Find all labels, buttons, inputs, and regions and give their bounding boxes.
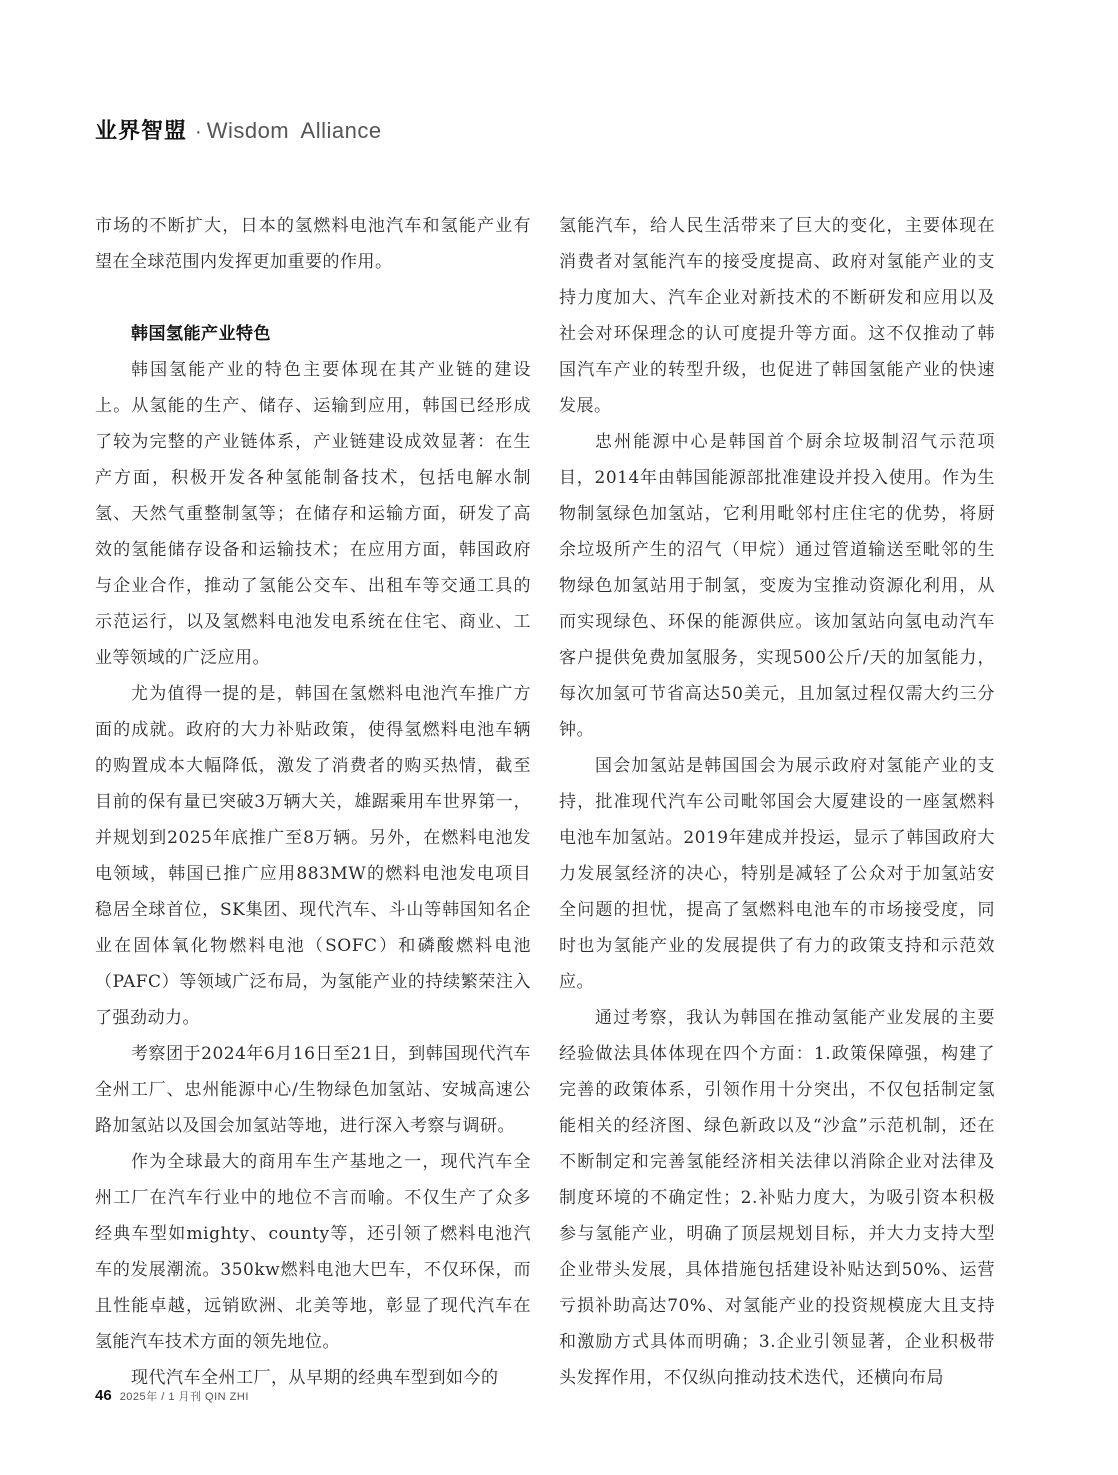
paragraph: 氢能汽车，给人民生活带来了巨大的变化，主要体现在消费者对氢能汽车的接受度提高、政府对氢能产业的支持力度加大、汽车企业对新技术的不断研发和应用以及社会对环保理念的认可度提升等方面。这不仅推动了韩国汽车产业的转型升级，也促进了韩国氢能产业的快速发展。 <box>559 216 995 416</box>
issue-info: 2025年 / 1 月刊 QIN ZHI <box>119 1391 249 1403</box>
section-title-cn: 业界智盟 <box>95 119 188 144</box>
paragraph: 市场的不断扩大，日本的氢燃料电池汽车和氢能产业有望在全球范围内发挥更加重要的作用。 <box>95 216 531 272</box>
paragraph: 韩国氢能产业的特色主要体现在其产业链的建设上。从氢能的生产、储存、运输到应用，韩国已经形成了较为完整的产业链体系，产业链建设成效显著：在生产方面，积极开发各种氢能制备技术，包括电解水制氢、天然气重整制氢等；在储存和运输方面，研发了高效的氢能储存设备和运输技术；在应用方面，韩国政府与企业合作，推动了氢能公交车、出租车等交通工具的示范运行，以及氢燃料电池发电系统在住宅、商业、工业等领域的广泛应用。 <box>95 360 531 668</box>
paragraph: 考察团于2024年6月16日至21日，到韩国现代汽车全州工厂、忠州能源中心/生物绿色加氢站、安城高速公路加氢站以及国会加氢站等地，进行深入考察与调研。 <box>95 1044 531 1136</box>
right-column <box>559 208 995 1396</box>
subheading: 韩国氢能产业特色 <box>131 324 271 344</box>
paragraph: 现代汽车全州工厂，从早期的经典车型到如今的 <box>131 1368 499 1388</box>
paragraph: 尤为值得一提的是，韩国在氢燃料电池汽车推广方面的成就。政府的大力补贴政策，使得氢燃料电池车辆的购置成本大幅降低，激发了消费者的购买热情，截至目前的保有量已突破3万辆大关，雄踞乘用车世界第一，并规划到2025年底推广至8万辆。另外，在燃料电池发电领域，韩国已推广应用883MW的燃料电池发电项目稳居全球首位，SK集团、现代汽车、斗山等韩国知名企业在固体氧化物燃料电池（SOFC）和磷酸燃料电池（PAFC）等领域广泛布局，为氢能产业的持续繁荣注入了强劲动力。 <box>95 684 531 1028</box>
page-footer <box>95 1387 249 1404</box>
section-header <box>95 114 382 148</box>
paragraph: 通过考察，我认为韩国在推动氢能产业发展的主要经验做法具体体现在四个方面：1.政策保障强，构建了完善的政策体系，引领作用十分突出，不仅包括制定氢能相关的经济图、绿色新政以及“沙盒”示范机制，还在不断制定和完善氢能经济相关法律以消除企业对法律及制度环境的不确定性；2.补贴力度大，为吸引资本积极参与氢能产业，明确了顶层规划目标，并大力支持大型企业带头发展，具体措施包括建设补贴达到50%、运营亏损补助高达70%、对氢能产业的投资规模庞大且支持和激励方式具体而明确；3.企业引领显著，企业积极带头发挥作用，不仅纵向推动技术迭代，还横向布局 <box>559 1008 995 1388</box>
paragraph: 忠州能源中心是韩国首个厨余垃圾制沼气示范项目，2014年由韩国能源部批准建设并投入使用。作为生物制氢绿色加氢站，它利用毗邻村庄住宅的优势，将厨余垃圾所产生的沼气（甲烷）通过管道输送至毗邻的生物绿色加氢站用于制氢，变废为宝推动资源化利用，从而实现绿色、环保的能源供应。该加氢站向氢电动汽车客户提供免费加氢服务，实现500公斤/天的加氢能力，每次加氢可节省高达50美元，且加氢过程仅需大约三分钟。 <box>559 432 995 740</box>
left-column <box>95 208 531 1396</box>
page-number: 46 <box>95 1387 112 1404</box>
paragraph: 国会加氢站是韩国国会为展示政府对氢能产业的支持，批准现代汽车公司毗邻国会大厦建设的一座氢燃料电池车加氢站。2019年建成并投运，显示了韩国政府大力发展氢经济的决心，特别是减轻了公众对于加氢站安全问题的担忧，提高了氢燃料电池车的市场接受度，同时也为氢能产业的发展提供了有力的政策支持和示范效应。 <box>559 756 995 992</box>
title-separator: · <box>195 121 202 143</box>
section-title-en: Wisdom Alliance <box>206 118 382 143</box>
paragraph: 作为全球最大的商用车生产基地之一，现代汽车全州工厂在汽车行业中的地位不言而喻。不仅生产了众多经典车型如mighty、county等，还引领了燃料电池汽车的发展潮流。350kw燃料电池大巴车，不仅环保，而且性能卓越，远销欧洲、北美等地，彰显了现代汽车在氢能汽车技术方面的领先地位。 <box>95 1152 531 1352</box>
